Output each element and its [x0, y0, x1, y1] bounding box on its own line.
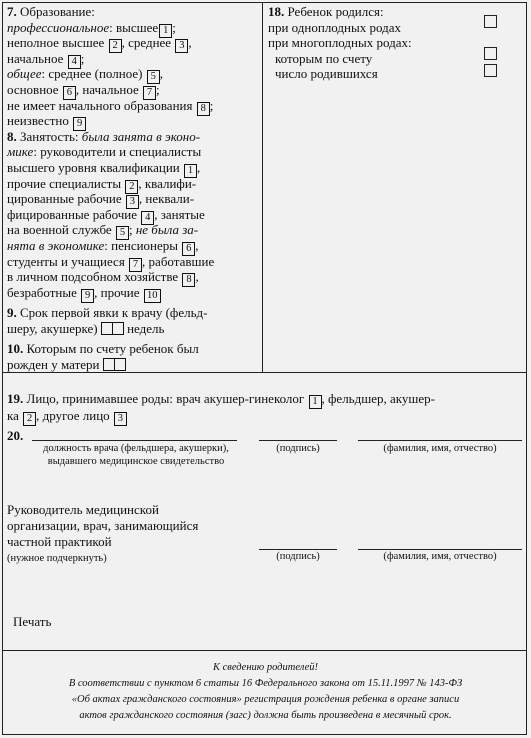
s18-order-box[interactable] — [484, 47, 497, 60]
s8-checkbox-2[interactable]: 2 — [125, 180, 138, 194]
s8-line-7: на военной службе 5 ; не была за- — [7, 222, 199, 239]
s18-single-label: при одноплодных родах — [268, 19, 401, 35]
s20-position-caption: должность врача (фельдшера, акушерки), выдавшего медицинское свидетельство — [43, 443, 229, 467]
s9-line-2: шеру, акушерке) недель — [7, 320, 165, 336]
s20-title: 20. — [7, 428, 24, 443]
s7-line-5: общее: среднее (полное) 5 , — [7, 66, 163, 83]
s7-checkbox-1[interactable]: 1 — [159, 24, 172, 38]
s8-line-6: фицированные рабочие 4 , занятые — [7, 206, 205, 223]
s8-checkbox-7[interactable]: 7 — [129, 258, 142, 272]
s20-head-line-3: частной практикой — [7, 534, 112, 549]
s8-line-5: цированные рабочие 3 , неквали- — [7, 191, 195, 208]
s19-line-1: 19. Лицо, принимавшее роды: врач акушер-гинеколог 1 , фельдшер, акушер- — [7, 391, 436, 407]
s20-head-signature-caption: (подпись) — [276, 551, 320, 562]
notice-heading: К сведению родителей! — [213, 662, 318, 673]
s7-checkbox-8[interactable]: 8 — [197, 102, 210, 116]
s8-checkbox-6[interactable]: 6 — [182, 242, 195, 256]
s20-position-line[interactable] — [32, 440, 237, 441]
s7-line-6: основное 6 , начальное 7 ; — [7, 82, 160, 98]
s7-checkbox-6[interactable]: 6 — [63, 86, 76, 100]
s7-checkbox-9[interactable]: 9 — [73, 117, 86, 131]
s8-checkbox-4[interactable]: 4 — [141, 211, 154, 225]
s7-checkbox-3[interactable]: 3 — [175, 39, 188, 53]
s7-line-7: не имеет начального образования 8 ; — [7, 97, 214, 114]
s8-line-10: в личном подсобном хозяйстве 8 , — [7, 269, 199, 286]
s8-line-9: студенты и учащиеся 7 , работавшие — [7, 253, 215, 270]
s18-order-label: которым по счету — [275, 50, 373, 66]
s20-head-name-line[interactable] — [358, 549, 522, 550]
s7-line-3: неполное высшее 2 , среднее 3 , — [7, 35, 192, 52]
column-divider — [262, 2, 263, 372]
s8-checkbox-1[interactable]: 1 — [184, 164, 197, 178]
s20-head-line-1: Руководитель медицинской — [7, 502, 159, 517]
s20-head-name-caption: (фамилия, имя, отчество) — [383, 551, 497, 562]
s18-single-box[interactable] — [484, 15, 497, 28]
s7-line-2: профессиональное: высшее 1 ; — [7, 19, 176, 36]
s9-weeks-digit-2[interactable] — [112, 322, 124, 335]
s7-checkbox-2[interactable]: 2 — [109, 39, 122, 53]
s20-name-line[interactable] — [358, 440, 522, 441]
s20-signature-caption: (подпись) — [276, 443, 320, 454]
s7-line-8: неизвестно 9 — [7, 113, 86, 131]
s19-checkbox-3[interactable]: 3 — [114, 412, 127, 426]
s19-checkbox-1[interactable]: 1 — [309, 395, 322, 409]
s7-checkbox-5[interactable]: 5 — [147, 70, 160, 84]
notice-line-3: актов гражданского состояния (загс) должна быть произведена в месячный срок. — [79, 710, 452, 721]
s8-line-2: мике: руководители и специалисты — [7, 144, 202, 160]
s20-head-line-2: организации, врач, занимающийся — [7, 518, 199, 533]
s10-title: 10. Которым по счету ребенок был — [7, 341, 199, 356]
s8-line-3: высшего уровня квалификации 1 , — [7, 160, 201, 176]
s8-title: 8. Занятость: была занята в эконо- — [7, 128, 201, 144]
s8-checkbox-3[interactable]: 3 — [126, 195, 139, 209]
notice-line-1: В соответствии с пунктом 6 статьи 16 Федерального закона от 15.11.1997 № 143-ФЗ — [68, 678, 463, 689]
s18-title: 18. Ребенок родился: — [268, 4, 384, 19]
s20-head-signature-line[interactable] — [259, 549, 337, 550]
s18-count-box[interactable] — [484, 64, 497, 77]
s7-title: 7. Образование: — [7, 4, 95, 19]
s7-line-4: начальное 4 ; — [7, 50, 85, 67]
section-divider-notice — [2, 650, 527, 651]
notice-line-2: «Об актах гражданского состояния» регистрация рождения ребенка в органе записи — [71, 694, 460, 705]
s19-line-2: ка 2 , другое лицо 3 — [7, 408, 127, 426]
s8-checkbox-10[interactable]: 10 — [144, 289, 161, 303]
s10-line-2: рожден у матери — [7, 357, 126, 373]
s7-checkbox-7[interactable]: 7 — [143, 86, 156, 100]
s9-title: 9. Срок первой явки к врачу (фельд- — [7, 305, 208, 320]
s19-checkbox-2[interactable]: 2 — [23, 412, 36, 426]
s7-checkbox-4[interactable]: 4 — [68, 55, 81, 69]
s20-name-caption: (фамилия, имя, отчество) — [383, 443, 497, 454]
s8-line-4: прочие специалисты 2 , квалифи- — [7, 175, 197, 192]
s8-checkbox-8[interactable]: 8 — [182, 273, 195, 287]
s18-multiple-label: при многоплодных родах: — [268, 35, 412, 51]
s10-order-digit-2[interactable] — [114, 358, 126, 371]
s8-checkbox-5[interactable]: 5 — [116, 226, 129, 240]
s8-line-8: нята в экономике: пенсионеры 6 , — [7, 238, 199, 254]
stamp-label: Печать — [13, 614, 52, 629]
s20-signature-line[interactable] — [259, 440, 337, 441]
s20-head-note: (нужное подчеркнуть) — [7, 553, 107, 564]
s8-line-11: безработные 9 , прочие 10 — [7, 285, 161, 303]
s18-count-label: число родившихся — [275, 66, 378, 82]
s8-checkbox-9[interactable]: 9 — [81, 289, 94, 303]
